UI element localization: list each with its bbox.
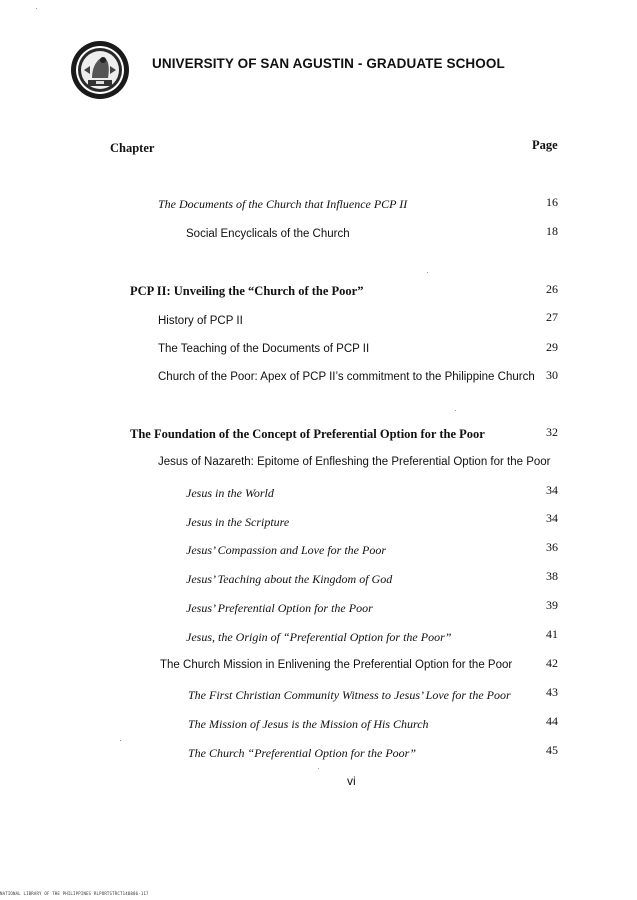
scan-footer-stamp: NATIONAL LIBRARY OF THE PHILIPPINES RLPORTSTRCT140806-117: [0, 891, 149, 896]
toc-entry-page: 43: [546, 685, 558, 699]
toc-entry-text: The Foundation of the Concept of Preferential Option for the Poor: [130, 427, 485, 441]
toc-entry-text: Jesus’ Preferential Option for the Poor: [186, 601, 373, 615]
toc-entry-text: Jesus’ Compassion and Love for the Poor: [186, 543, 386, 557]
toc-entry-page: 39: [546, 598, 558, 612]
toc-entry-page: 34: [546, 511, 558, 525]
university-seal-icon: [70, 40, 130, 100]
toc-entry-text: The First Christian Community Witness to Jesus’ Love for the Poor: [188, 688, 511, 702]
toc-entry-page: 18: [546, 224, 558, 238]
toc-entry-text: Social Encyclicals of the Church: [186, 228, 350, 240]
page-number: vi: [347, 774, 356, 788]
toc-entry-text: The Church Mission in Enlivening the Preferential Option for the Poor: [160, 659, 513, 671]
toc-entry-text: Jesus in the Scripture: [186, 515, 290, 529]
toc-entry-text: The Mission of Jesus is the Mission of His Church: [188, 717, 429, 731]
toc-entry-page: 29: [546, 340, 558, 354]
toc-entry-page: 38: [546, 569, 558, 583]
toc-entry-page: 42: [546, 656, 558, 670]
scan-speck: [36, 8, 37, 9]
toc-entry-page: 45: [546, 743, 558, 757]
scan-speck: [427, 272, 428, 273]
scan-speck: [318, 768, 319, 769]
toc-entry-text: Jesus, the Origin of “Preferential Option for the Poor”: [186, 630, 452, 644]
toc-entry-page: 32: [546, 425, 558, 439]
toc-entry-text: Jesus’ Teaching about the Kingdom of God: [186, 572, 393, 586]
toc-entry-page: 44: [546, 714, 558, 728]
toc-entry-text: Church of the Poor: Apex of PCP II’s commitment to the Philippine Church: [158, 371, 535, 383]
toc-entry-text: Jesus in the World: [186, 486, 274, 500]
toc-entry-page: 36: [546, 540, 558, 554]
toc-entry-text: The Documents of the Church that Influence PCP II: [158, 197, 408, 211]
toc-entry-text: PCP II: Unveiling the “Church of the Poor”: [130, 284, 364, 298]
chapter-column-heading: Chapter: [110, 141, 155, 155]
page-header-title: UNIVERSITY OF SAN AGUSTIN - GRADUATE SCHOOL: [152, 56, 505, 71]
toc-entry-page: 26: [546, 282, 558, 296]
toc-entry-text: The Church “Preferential Option for the Poor”: [188, 746, 416, 760]
scan-speck: [455, 410, 456, 411]
toc-entry-page: 16: [546, 195, 558, 209]
toc-entry-page: 41: [546, 627, 558, 641]
toc-entry-page: 30: [546, 368, 558, 382]
scan-speck: [120, 740, 121, 741]
toc-entry-page: 34: [546, 483, 558, 497]
toc-entry-text: The Teaching of the Documents of PCP II: [158, 343, 370, 355]
page-column-heading: Page: [532, 138, 558, 152]
toc-entry-page: 27: [546, 310, 558, 324]
toc-entry-text: Jesus of Nazareth: Epitome of Enfleshing the Preferential Option for the Poor: [158, 456, 551, 468]
toc-entry-text: History of PCP II: [158, 315, 243, 327]
